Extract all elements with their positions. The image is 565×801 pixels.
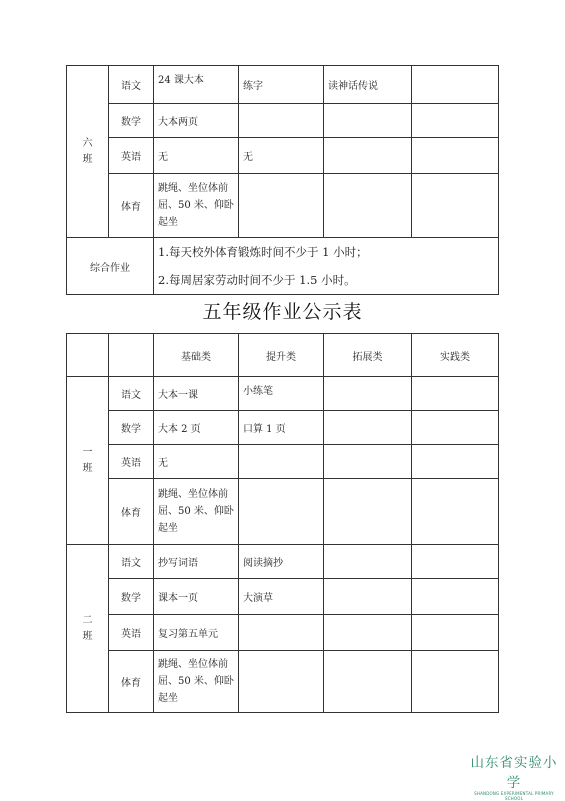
comprehensive-line: 1.每天校外体育锻炼时间不少于 1 小时； bbox=[158, 245, 368, 259]
class-label: 一 班 bbox=[67, 377, 109, 545]
improve-cell: 小练笔 bbox=[239, 377, 324, 411]
header-cell: 基础类 bbox=[154, 334, 239, 377]
class-label: 二 班 bbox=[67, 545, 109, 713]
table-row bbox=[67, 545, 499, 579]
improve-cell: 无 bbox=[239, 138, 324, 174]
basic-cell: 无 bbox=[154, 445, 239, 479]
subject-cell: 体育 bbox=[109, 651, 154, 713]
practice-cell bbox=[412, 174, 499, 238]
header-cell: 提升类 bbox=[239, 334, 324, 377]
basic-cell: 跳绳、坐位体前屈、50 米、仰卧起坐 bbox=[154, 174, 239, 238]
table-row bbox=[67, 479, 499, 545]
table-row bbox=[67, 138, 499, 174]
table-row bbox=[67, 445, 499, 479]
header-cell: 实践类 bbox=[412, 334, 499, 377]
practice-cell bbox=[412, 615, 499, 651]
extend-cell bbox=[324, 138, 412, 174]
basic-cell: 复习第五单元 bbox=[154, 615, 239, 651]
practice-cell bbox=[412, 651, 499, 713]
table-row bbox=[67, 411, 499, 445]
improve-cell: 阅读摘抄 bbox=[239, 545, 324, 579]
basic-cell: 跳绳、坐位体前屈、50 米、仰卧起坐 bbox=[154, 651, 239, 713]
comprehensive-content bbox=[154, 238, 499, 295]
table-row bbox=[67, 104, 499, 138]
practice-cell bbox=[412, 411, 499, 445]
table-class-six bbox=[66, 65, 499, 295]
table-row bbox=[67, 579, 499, 615]
extend-cell bbox=[324, 104, 412, 138]
table-row bbox=[67, 66, 499, 104]
improve-cell bbox=[239, 445, 324, 479]
practice-cell bbox=[412, 479, 499, 545]
practice-cell bbox=[412, 104, 499, 138]
practice-cell bbox=[412, 138, 499, 174]
header-cell: 拓展类 bbox=[324, 334, 412, 377]
subject-cell: 体育 bbox=[109, 479, 154, 545]
school-logo-subtitle: SHANDONG EXPERIMENTAL PRIMARY SCHOOL bbox=[474, 791, 554, 801]
practice-cell bbox=[412, 545, 499, 579]
practice-cell bbox=[412, 579, 499, 615]
table-row bbox=[67, 615, 499, 651]
page-title: 五年级作业公示表 bbox=[202, 301, 363, 323]
class-label: 六 班 bbox=[67, 66, 109, 238]
comprehensive-label: 综合作业 bbox=[67, 238, 154, 295]
extend-cell bbox=[324, 174, 412, 238]
basic-cell: 跳绳、坐位体前屈、50 米、仰卧起坐 bbox=[154, 479, 239, 545]
extend-cell bbox=[324, 651, 412, 713]
header-row bbox=[67, 334, 499, 377]
extend-cell bbox=[324, 445, 412, 479]
subject-cell: 体育 bbox=[109, 174, 154, 238]
extend-cell bbox=[324, 411, 412, 445]
comprehensive-line: 2.每周居家劳动时间不少于 1.5 小时。 bbox=[158, 273, 356, 287]
improve-cell bbox=[239, 615, 324, 651]
table-row bbox=[67, 377, 499, 411]
basic-cell: 抄写词语 bbox=[154, 545, 239, 579]
improve-cell: 练字 bbox=[239, 66, 324, 104]
extend-cell bbox=[324, 545, 412, 579]
subject-cell: 语文 bbox=[109, 66, 154, 104]
basic-cell: 无 bbox=[154, 138, 239, 174]
table-row bbox=[67, 651, 499, 713]
improve-cell bbox=[239, 104, 324, 138]
school-logo bbox=[466, 751, 562, 801]
subject-cell: 语文 bbox=[109, 377, 154, 411]
subject-cell: 英语 bbox=[109, 445, 154, 479]
extend-cell bbox=[324, 615, 412, 651]
basic-cell: 大本 2 页 bbox=[154, 411, 239, 445]
extend-cell: 读神话传说 bbox=[324, 66, 412, 104]
practice-cell bbox=[412, 445, 499, 479]
subject-cell: 数学 bbox=[109, 411, 154, 445]
table-row bbox=[67, 174, 499, 238]
extend-cell bbox=[324, 377, 412, 411]
extend-cell bbox=[324, 479, 412, 545]
basic-cell: 课本一页 bbox=[154, 579, 239, 615]
improve-cell bbox=[239, 174, 324, 238]
school-logo-name: 山东省实验小学 bbox=[470, 755, 558, 791]
extend-cell bbox=[324, 579, 412, 615]
comprehensive-row bbox=[67, 238, 499, 295]
subject-cell: 数学 bbox=[109, 579, 154, 615]
table-grade-five bbox=[66, 333, 499, 713]
basic-cell: 大本一课 bbox=[154, 377, 239, 411]
basic-cell: 大本两页 bbox=[154, 104, 239, 138]
improve-cell bbox=[239, 479, 324, 545]
subject-cell: 英语 bbox=[109, 138, 154, 174]
subject-cell: 数学 bbox=[109, 104, 154, 138]
header-cell bbox=[109, 334, 154, 377]
improve-cell bbox=[239, 651, 324, 713]
subject-cell: 语文 bbox=[109, 545, 154, 579]
practice-cell bbox=[412, 66, 499, 104]
basic-cell: 24 课大本 bbox=[154, 66, 239, 104]
subject-cell: 英语 bbox=[109, 615, 154, 651]
header-cell bbox=[67, 334, 109, 377]
improve-cell: 大演草 bbox=[239, 579, 324, 615]
practice-cell bbox=[412, 377, 499, 411]
improve-cell: 口算 1 页 bbox=[239, 411, 324, 445]
